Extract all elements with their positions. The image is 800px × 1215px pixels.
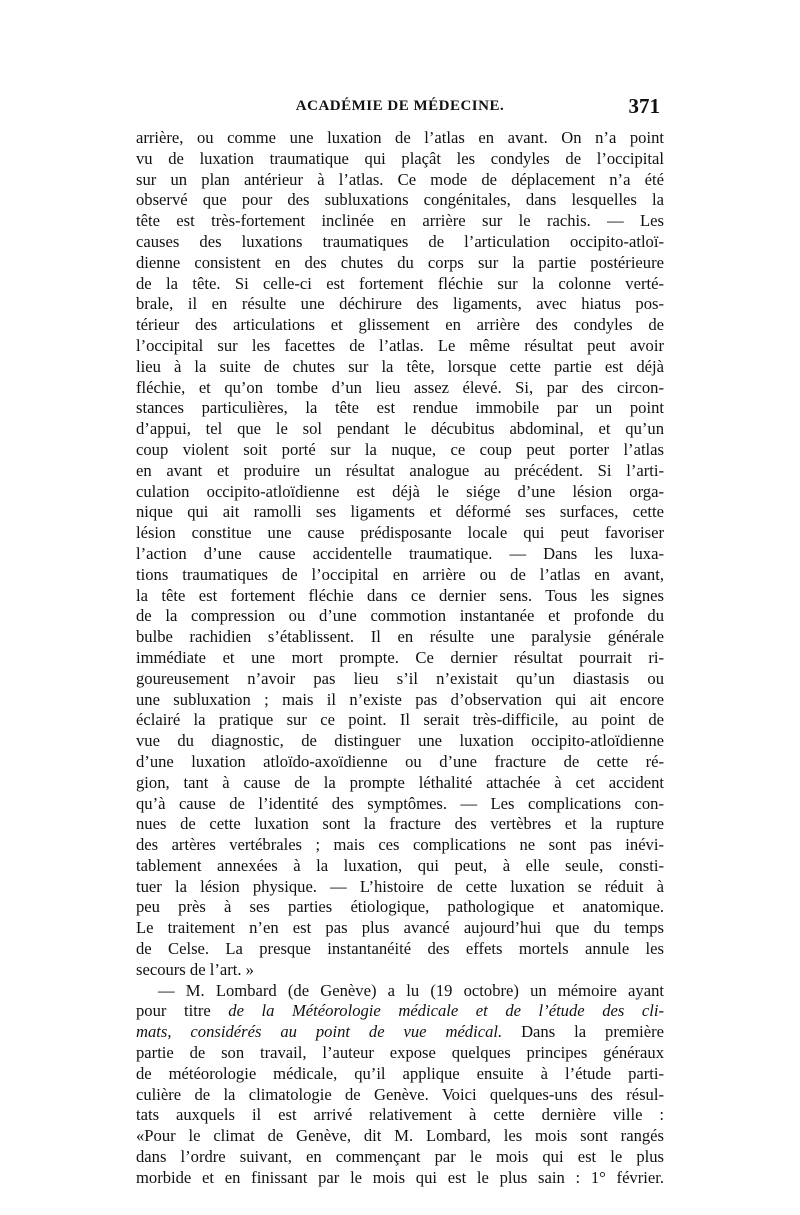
text-line <box>136 939 664 960</box>
text-line <box>136 1126 664 1147</box>
text-span: fléchie, et qu’on tombe d’un lieu assez élevé. Si, par des circon- <box>136 377 664 397</box>
text-line <box>136 357 664 378</box>
text-span: «Pour le climat de Genève, dit M. Lombard, les mois sont rangés <box>136 1126 664 1146</box>
text-span: de Celse. La presque instantanéité des effets mortels annule les <box>136 939 664 959</box>
text-line <box>136 565 664 586</box>
text-line <box>136 1147 664 1168</box>
text-span: de la compression ou d’une commotion instantanée et profonde du <box>136 606 664 626</box>
body-text <box>136 128 664 1189</box>
text-span: stances particulières, la tête est rendue immobile par un point <box>136 398 664 418</box>
text-span: qu’à cause de l’identité des symptômes. — Les complications con- <box>136 793 664 813</box>
text-line <box>136 170 664 191</box>
text-line <box>136 253 664 274</box>
text-span: tats auxquels il est arrivé relativement à cette dernière ville : <box>136 1105 664 1125</box>
text-line <box>136 398 664 419</box>
text-line <box>136 440 664 461</box>
text-line <box>136 606 664 627</box>
text-span: causes des luxations traumatiques de l’articulation occipito-atloï- <box>136 231 664 251</box>
text-span: de météorologie médicale, qu’il applique ensuite à l’étude parti- <box>136 1063 664 1083</box>
text-span: observé que pour des subluxations congénitales, dans lesquelles la <box>136 190 664 210</box>
text-line <box>136 627 664 648</box>
text-span: lésion constitue une cause prédisposante locale qui peut favoriser <box>136 523 664 543</box>
text-line <box>136 190 664 211</box>
text-span: secours de l’art. » <box>136 959 254 979</box>
text-line <box>136 461 664 482</box>
text-span: en avant et produire un résultat analogue au précédent. Si l’arti- <box>136 460 664 480</box>
text-span: d’appui, tel que le sol pendant le décubitus abdominal, et qu’un <box>136 419 664 439</box>
text-span: morbide et en finissant par le mois qui est le plus sain : 1° février. <box>136 1167 664 1187</box>
italic-text: de la Météorologie médicale et de l’étude des cli- <box>228 1001 664 1021</box>
book-page <box>136 94 664 1189</box>
text-span: térieur des articulations et glissement en arrière des condyles de <box>136 315 664 335</box>
text-span: de la tête. Si celle-ci est fortement fléchie sur la colonne verté- <box>136 273 664 293</box>
text-span: l’occipital sur les facettes de l’atlas. Le même résultat peut avoir <box>136 335 664 355</box>
text-line <box>136 419 664 440</box>
text-line <box>136 794 664 815</box>
text-line <box>136 897 664 918</box>
text-span: coup violent soit porté sur la nuque, ce coup peut porter l’atlas <box>136 439 664 459</box>
text-span: des artères vertébrales ; mais ces complications ne sont pas inévi- <box>136 835 664 855</box>
page-number: 371 <box>628 94 660 118</box>
text-span: tête est très-fortement inclinée en arrière sur le rachis. — Les <box>136 211 664 231</box>
text-span: culation occipito-atloïdienne est déjà le siége d’une lésion orga- <box>136 481 664 501</box>
text-span: Dans la première <box>502 1022 664 1042</box>
text-line <box>136 149 664 170</box>
text-line <box>136 502 664 523</box>
text-line <box>136 1064 664 1085</box>
text-span: immédiate et une mort prompte. Ce dernier résultat pourrait ri- <box>136 647 664 667</box>
running-title: ACADÉMIE DE MÉDECINE. <box>295 98 505 114</box>
text-line <box>136 232 664 253</box>
text-span: tions traumatiques de l’occipital en arrière ou de l’atlas en avant, <box>136 564 664 584</box>
text-line <box>136 544 664 565</box>
text-line <box>136 1001 664 1022</box>
text-span: bulbe rachidien s’établissent. Il en résulte une paralysie générale <box>136 627 664 647</box>
text-line <box>136 1085 664 1106</box>
text-line <box>136 1022 664 1043</box>
text-line <box>136 315 664 336</box>
text-line <box>136 523 664 544</box>
text-line <box>136 814 664 835</box>
text-span: éclairé la pratique sur ce point. Il serait très-difficile, au point de <box>136 710 664 730</box>
text-line <box>136 877 664 898</box>
text-line <box>136 648 664 669</box>
text-line <box>136 336 664 357</box>
text-span: tuer la lésion physique. — L’histoire de cette luxation se réduit à <box>136 876 664 896</box>
text-span: nique qui ait ramolli ses ligaments et déformé ses surfaces, cette <box>136 502 664 522</box>
text-span: la tête est fortement fléchie dans ce dernier sens. Tous les signes <box>136 585 664 605</box>
text-line <box>136 1168 664 1189</box>
text-line <box>136 378 664 399</box>
text-span: goureusement n’avoir pas lieu s’il n’existait qu’un diastasis ou <box>136 668 664 688</box>
text-line <box>136 482 664 503</box>
text-span: l’action d’une cause accidentelle traumatique. — Dans les luxa- <box>136 543 664 563</box>
text-span: culière de la climatologie de Genève. Voici quelques-uns des résul- <box>136 1084 664 1104</box>
text-span: sur un plan antérieur à l’atlas. Ce mode de déplacement n’a été <box>136 169 664 189</box>
text-span: vue du diagnostic, de distinguer une luxation occipito-atloïdienne <box>136 731 664 751</box>
text-line <box>136 773 664 794</box>
text-line <box>136 710 664 731</box>
text-span: peu près à ses parties étiologique, pathologique et anatomique. <box>136 897 664 917</box>
text-span: vu de luxation traumatique qui plaçât les condyles de l’occipital <box>136 148 664 168</box>
text-span: partie de son travail, l’auteur expose quelques principes généraux <box>136 1043 664 1063</box>
text-line <box>136 211 664 232</box>
text-line <box>136 1043 664 1064</box>
text-span: pour titre <box>136 1001 229 1021</box>
text-line <box>136 586 664 607</box>
text-span: dans l’ordre suivant, en commençant par le mois qui est le plus <box>136 1147 664 1167</box>
text-line <box>136 835 664 856</box>
text-line <box>136 960 664 981</box>
text-line <box>136 128 664 149</box>
text-line <box>136 981 664 1002</box>
text-span: brale, il en résulte une déchirure des ligaments, avec hiatus pos- <box>136 294 664 314</box>
text-span: arrière, ou comme une luxation de l’atlas en avant. On n’a point <box>136 128 664 147</box>
text-span: lieu à la suite de chutes sur la tête, lorsque cette partie est déjà <box>136 356 664 376</box>
text-line <box>136 669 664 690</box>
text-span: nues de cette luxation sont la fracture des vertèbres et la rupture <box>136 814 664 834</box>
text-span: d’une luxation atloïdo-axoïdienne ou d’une fracture de cette ré- <box>136 751 664 771</box>
text-span: une subluxation ; mais il n’existe pas d’observation qui ait encore <box>136 689 664 709</box>
text-line <box>136 294 664 315</box>
page-header <box>136 94 664 128</box>
text-line <box>136 918 664 939</box>
text-span: tablement annexées à la luxation, qui peut, à elle seule, consti- <box>136 855 664 875</box>
text-line <box>136 752 664 773</box>
text-line <box>136 856 664 877</box>
text-line <box>136 731 664 752</box>
text-span: dienne consistent en des chutes du corps sur la partie postérieure <box>136 252 664 272</box>
italic-text: mats, considérés au point de vue médical. <box>136 1022 503 1042</box>
text-span: gion, tant à cause de la prompte léthalité attachée à cet accident <box>136 772 664 792</box>
text-line <box>136 274 664 295</box>
text-line <box>136 690 664 711</box>
text-span: — M. Lombard (de Genève) a lu (19 octobre) un mémoire ayant <box>158 980 664 1000</box>
text-line <box>136 1105 664 1126</box>
text-span: Le traitement n’en est pas plus avancé aujourd’hui que du temps <box>136 918 664 938</box>
